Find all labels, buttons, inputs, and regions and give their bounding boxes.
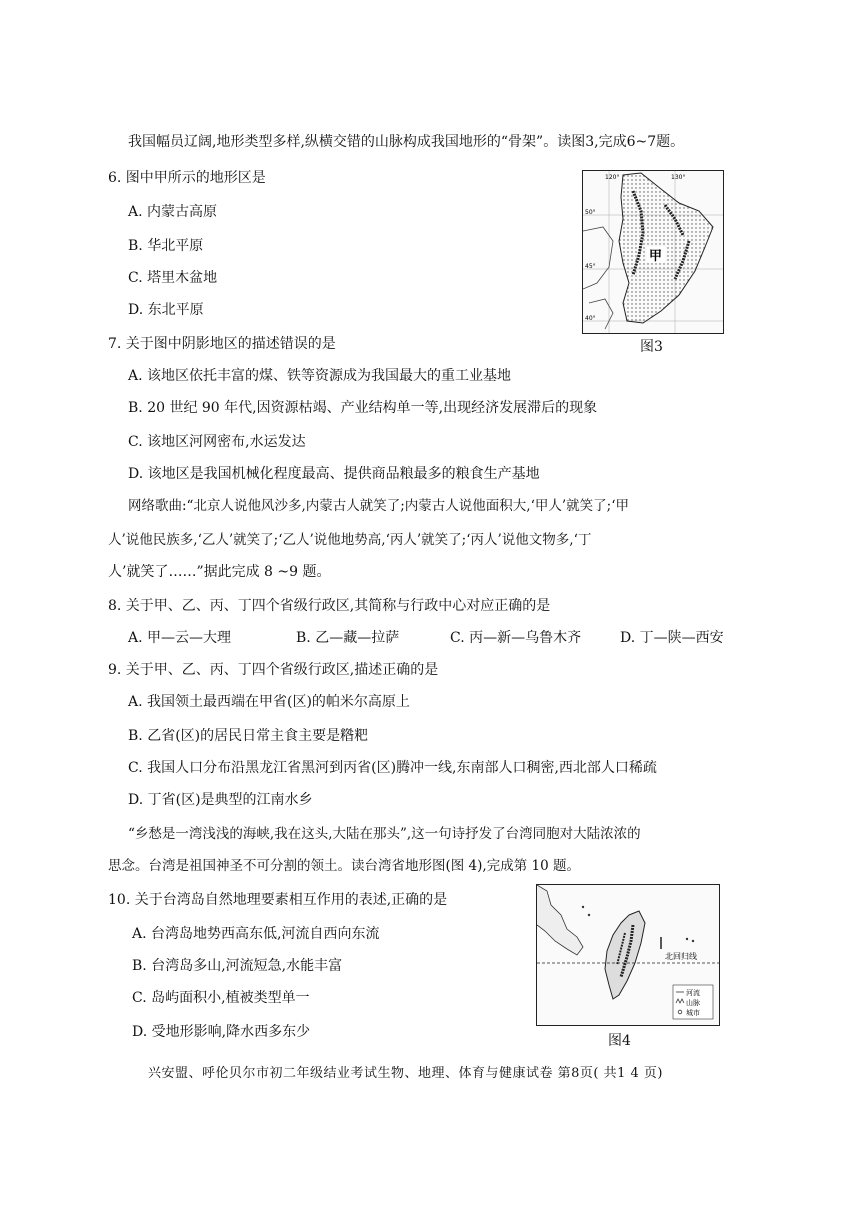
- question-6-option-d: D. 东北平原: [128, 302, 204, 318]
- intro-text-fig3: 我国幅员辽阔,地形类型多样,纵横交错的山脉构成我国地形的“骨架”。读图3,完成6~7题。: [128, 134, 685, 150]
- question-6-option-a: A. 内蒙古高原: [128, 204, 218, 220]
- question-6-stem: 6. 图中甲所示的地形区是: [108, 170, 266, 186]
- page-footer: 兴安盟、呼伦贝尔市初二年级结业考试生物、地理、体育与健康试卷 第8页( 共1 4 页): [148, 1066, 663, 1081]
- figure-3-caption: 图3: [640, 339, 663, 355]
- question-7-option-a: A. 该地区依托丰富的煤、铁等资源成为我国最大的重工业基地: [128, 368, 512, 384]
- question-8-option-c: C. 丙—新—乌鲁木齐: [450, 630, 582, 646]
- figure-3-map: [582, 170, 724, 334]
- tropic-of-cancer-label: 北回归线: [665, 952, 697, 961]
- taiwan-intro-line-1: “乡愁是一湾浅浅的海峡,我在这头,大陆在那头”,这一句诗抒发了台湾同胞对大陆浓浓的: [128, 826, 641, 842]
- lon-label-130: 130°: [671, 174, 686, 181]
- question-10-stem: 10. 关于台湾岛自然地理要素相互作用的表述,正确的是: [108, 892, 448, 908]
- question-7-option-d: D. 该地区是我国机械化程度最高、提供商品粮最多的粮食生产基地: [128, 466, 540, 482]
- map-label-jia: 甲: [649, 249, 663, 264]
- question-9-option-d: D. 丁省(区)是典型的江南水乡: [128, 792, 313, 808]
- question-6-option-b: B. 华北平原: [128, 238, 204, 254]
- lat-label-40: 40°: [585, 315, 596, 322]
- northeast-china-map: [583, 171, 723, 333]
- taiwan-terrain-map: [537, 885, 719, 1025]
- legend-city-label: 城市: [686, 1009, 700, 1017]
- question-8-stem: 8. 关于甲、乙、丙、丁四个省级行政区,其简称与行政中心对应正确的是: [108, 598, 551, 614]
- question-9-option-b: B. 乙省(区)的居民日常主食主要是糌粑: [128, 728, 369, 744]
- question-8-option-a: A. 甲—云—大理: [128, 630, 232, 646]
- lon-label-120: 120°: [605, 174, 620, 181]
- question-10-option-d: D. 受地形影响,降水西多东少: [132, 1024, 311, 1040]
- question-10-option-a: A. 台湾岛地势西高东低,河流自西向东流: [132, 926, 380, 942]
- question-7-stem: 7. 关于图中阴影地区的描述错误的是: [108, 336, 336, 352]
- question-8-option-d: D. 丁—陕—西安: [620, 630, 724, 646]
- question-8-option-b: B. 乙—藏—拉萨: [296, 630, 400, 646]
- figure-4-map: [536, 884, 720, 1026]
- question-10-option-b: B. 台湾岛多山,河流短急,水能丰富: [132, 958, 343, 974]
- lat-label-45: 45°: [585, 263, 596, 270]
- question-9-option-c: C. 我国人口分布沿黑龙江省黑河到丙省(区)腾冲一线,东南部人口稠密,西北部人口稀疏: [128, 760, 657, 776]
- question-9-stem: 9. 关于甲、乙、丙、丁四个省级行政区,描述正确的是: [108, 662, 439, 678]
- lat-label-50: 50°: [585, 209, 596, 216]
- question-9-option-a: A. 我国领土最西端在甲省(区)的帕米尔高原上: [128, 694, 410, 710]
- question-7-option-c: C. 该地区河网密布,水运发达: [128, 434, 306, 450]
- legend-river-label: 河流: [686, 989, 700, 997]
- taiwan-intro-line-2: 思念。台湾是祖国神圣不可分割的领土。读台湾省地形图(图 4),完成第 10 题。: [108, 858, 580, 874]
- figure-4-caption: 图4: [608, 1033, 631, 1049]
- song-intro-line-2: 人’说他民族多,‘乙人’就笑了;‘乙人’说他地势高,‘丙人’就笑了;‘丙人’说他文物多,‘丁: [108, 532, 592, 548]
- legend-mountain-label: 山脉: [686, 999, 700, 1007]
- question-6-option-c: C. 塔里木盆地: [128, 270, 218, 286]
- question-7-option-b: B. 20 世纪 90 年代,因资源枯竭、产业结构单一等,出现经济发展滞后的现象: [128, 400, 598, 416]
- song-intro-line-1: 网络歌曲:“北京人说他风沙多,内蒙古人就笑了;内蒙古人说他面积大,‘甲人’就笑了;‘甲: [128, 498, 630, 514]
- question-10-option-c: C. 岛屿面积小,植被类型单一: [132, 990, 310, 1006]
- song-intro-line-3: 人’就笑了……”据此完成 8 ~9 题。: [108, 564, 331, 580]
